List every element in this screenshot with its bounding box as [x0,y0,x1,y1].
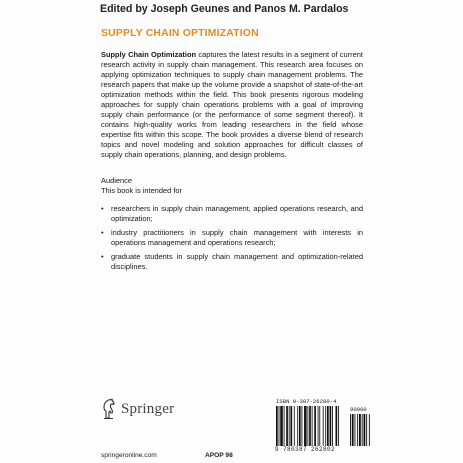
barcode-bar [276,406,278,446]
barcode-bar [284,406,285,446]
publisher-name: Springer [121,400,175,417]
list-item [101,204,363,224]
list-item-text: graduate students in supply chain management and optimization-related disciplines. [111,252,363,271]
barcode-addon-bar [364,414,366,446]
barcode-bar [307,406,308,446]
barcode-addon-bar [366,414,367,446]
barcode-bar [314,406,316,446]
barcode-bar [332,406,333,446]
bullet-icon: • [101,228,104,237]
barcode-bar [338,406,339,446]
barcode-bar [336,406,338,446]
barcode-addon-bar [369,414,370,446]
barcode-bar [289,406,290,446]
list-item [101,252,363,272]
book-title: SUPPLY CHAIN OPTIMIZATION [101,28,259,39]
barcode-bar [299,406,301,446]
list-item-text: researchers in supply chain management, applied operations research, and optimization; [111,204,363,223]
publisher-url: springeronline.com [101,452,157,459]
barcode-bar [330,406,332,446]
isbn-label: ISBN 0-387-26280-4 [276,398,337,405]
barcode-addon-bar [362,414,363,446]
barcode-bar [319,406,320,446]
description-lead: Supply Chain Optimization [101,50,197,59]
barcode-bar [323,406,324,446]
description-text: captures the latest results in a segment of current research activity in supply chain management. This research area focuses on applying optimization techniques to supply chain management problems. The research papers that make up the volume provide a snapshot of state-of-the-art optimization methods within the field. This book presents rigorous modeling approaches for supply chain operations problems with a goal of improving supply chain performance (or the performance of some segment thereof). It contains high-quality works from leading researchers in the field whose expertise fits within this scope. The book provides a diverse blend of research topics and novel modeling and solution approaches for difficult classes of supply chain operations, planning, and design problems. [101,50,363,160]
barcode-bar [309,406,311,446]
audience-heading: Audience [101,176,133,185]
barcode-bar [279,406,280,446]
barcode-bar [318,406,319,446]
barcode-bar [304,406,307,446]
series-code: APOP 98 [205,452,233,459]
barcode-addon-bar [357,414,358,446]
barcode-bar [325,406,326,446]
barcode-bar [327,406,329,446]
barcode-addon-bar [352,414,354,446]
barcode-bar [290,406,292,446]
description-paragraph [101,50,363,161]
publisher-logo [101,398,174,420]
barcode-icon [276,406,372,446]
barcode-bar [312,406,313,446]
barcode-addon-bar [350,414,351,446]
price-code: 90000 [350,406,367,413]
barcode-bar [286,406,288,446]
bullet-icon: • [101,252,104,261]
audience-intro: This book is intended for [101,186,183,195]
springer-horse-icon [101,398,117,420]
editors-line: Edited by Joseph Geunes and Panos M. Pardalos [100,3,349,15]
barcode-bar [280,406,283,446]
list-item-text: industry practitioners in supply chain management with interests in operations management and operations research; [111,228,363,247]
audience-list [101,204,363,276]
barcode-number: 9 780387 262802 [275,446,336,453]
barcode-addon-bar [355,414,356,446]
barcode-addon-bar [359,414,361,446]
list-item [101,228,363,248]
barcode-bar [294,406,295,446]
bullet-icon: • [101,204,104,213]
barcode-bar [297,406,298,446]
barcode-bar [302,406,303,446]
